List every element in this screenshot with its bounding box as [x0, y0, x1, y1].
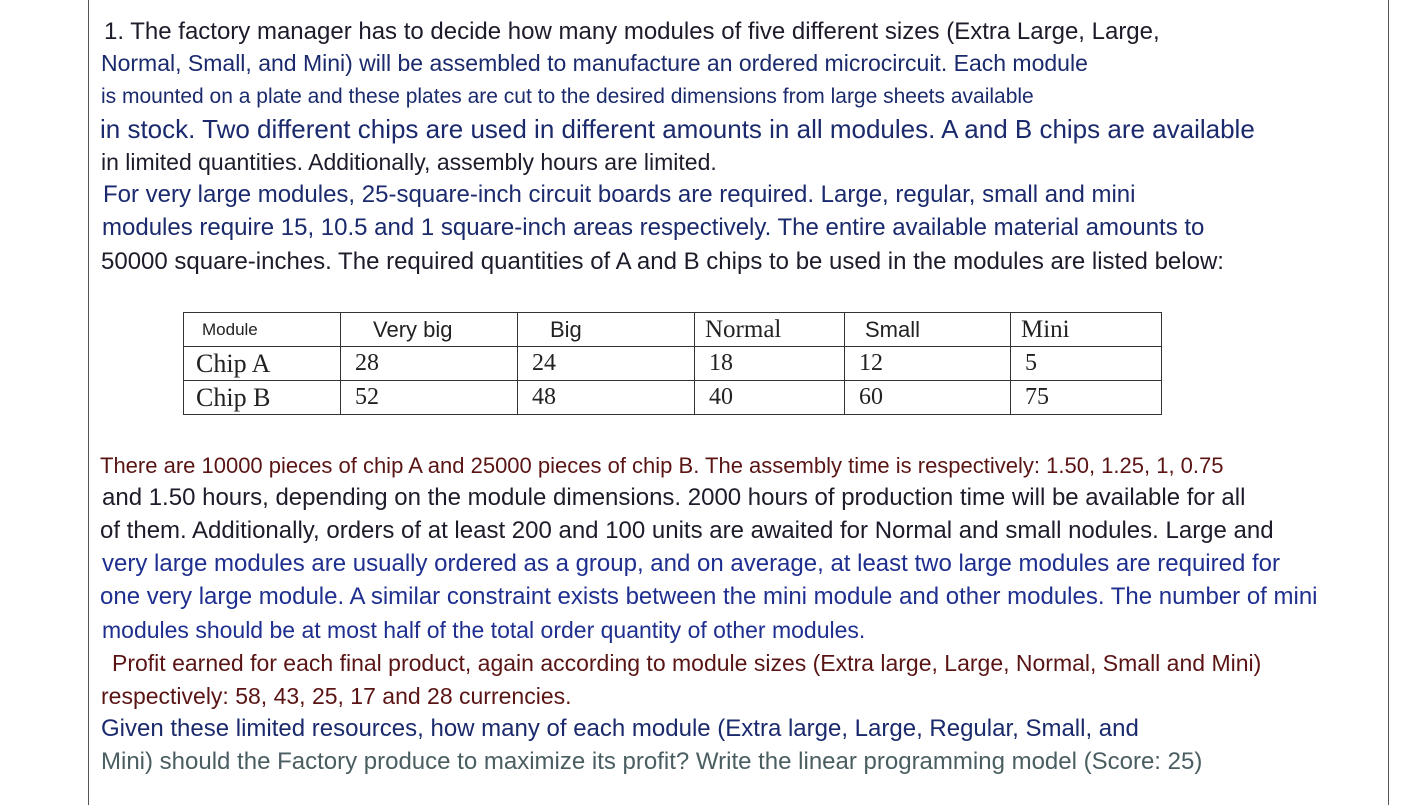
table-cell: 48: [518, 381, 695, 415]
table-cell: 24: [518, 347, 695, 381]
table-cell: 60: [845, 381, 1011, 415]
chip-requirements-table: [183, 312, 1162, 415]
constraints-line-6: modules should be at most half of the total order quantity of other modules.: [102, 617, 866, 643]
table-row: [184, 381, 1162, 415]
table-cell: 18: [695, 347, 845, 381]
table-cell: 5: [1011, 347, 1162, 381]
table-cell: 75: [1011, 381, 1162, 415]
table-header-small: Small: [845, 313, 1011, 347]
table-cell: 12: [845, 347, 1011, 381]
table-row-label: Chip B: [184, 381, 341, 415]
table-header-very-big: Very big: [341, 313, 518, 347]
table-header-normal: Normal: [695, 313, 845, 347]
problem-intro-line-4: in stock. Two different chips are used in different amounts in all modules. A and B chips are available: [100, 114, 1255, 144]
problem-intro-line-2: Normal, Small, and Mini) will be assembled to manufacture an ordered microcircuit. Each module: [101, 50, 1088, 76]
table-cell: 52: [341, 381, 518, 415]
problem-material-line-3: 50000 square-inches. The required quantities of A and B chips to be used in the modules are listed below:: [101, 248, 1224, 275]
page-left-border: [88, 0, 89, 805]
constraints-line-2: and 1.50 hours, depending on the module dimensions. 2000 hours of production time will be available for all: [102, 484, 1246, 511]
profit-line-2: respectively: 58, 43, 25, 17 and 28 currencies.: [101, 683, 572, 709]
table-row-label: Chip A: [184, 347, 341, 381]
table-header-row: [184, 313, 1162, 347]
problem-intro-line-1: 1. The factory manager has to decide how many modules of five different sizes (Extra Large, Large,: [104, 18, 1160, 45]
constraints-line-1: There are 10000 pieces of chip A and 25000 pieces of chip B. The assembly time is respectively: 1.50, 1.25, 1, 0.75: [100, 453, 1224, 478]
question-line-1: Given these limited resources, how many of each module (Extra large, Large, Regular, Small, and: [101, 715, 1139, 742]
constraints-line-3: of them. Additionally, orders of at least 200 and 100 units are awaited for Normal and small nodules. Large and: [100, 517, 1274, 544]
page-right-border: [1388, 0, 1389, 805]
table-header-big: Big: [518, 313, 695, 347]
constraints-line-5: one very large module. A similar constraint exists between the mini module and other modules. The number of mini: [100, 583, 1318, 610]
problem-material-line-2: modules require 15, 10.5 and 1 square-inch areas respectively. The entire available material amounts to: [102, 214, 1205, 241]
constraints-line-4: very large modules are usually ordered as a group, and on average, at least two large modules are required for: [102, 550, 1281, 577]
table-cell: 28: [341, 347, 518, 381]
table-cell: 40: [695, 381, 845, 415]
problem-material-line-1: For very large modules, 25-square-inch circuit boards are required. Large, regular, small and mini: [103, 181, 1136, 208]
problem-intro-line-3: is mounted on a plate and these plates are cut to the desired dimensions from large sheets available: [101, 85, 1034, 108]
profit-line-1: Profit earned for each final product, again according to module sizes (Extra large, Large, Normal, Small and Mini): [112, 650, 1262, 676]
question-line-2: Mini) should the Factory produce to maximize its profit? Write the linear programming model (Score: 25): [101, 748, 1203, 775]
table-header-mini: Mini: [1011, 313, 1162, 347]
table-row: [184, 347, 1162, 381]
problem-intro-line-5: in limited quantities. Additionally, assembly hours are limited.: [101, 149, 717, 175]
table-header-module: Module: [184, 313, 341, 347]
